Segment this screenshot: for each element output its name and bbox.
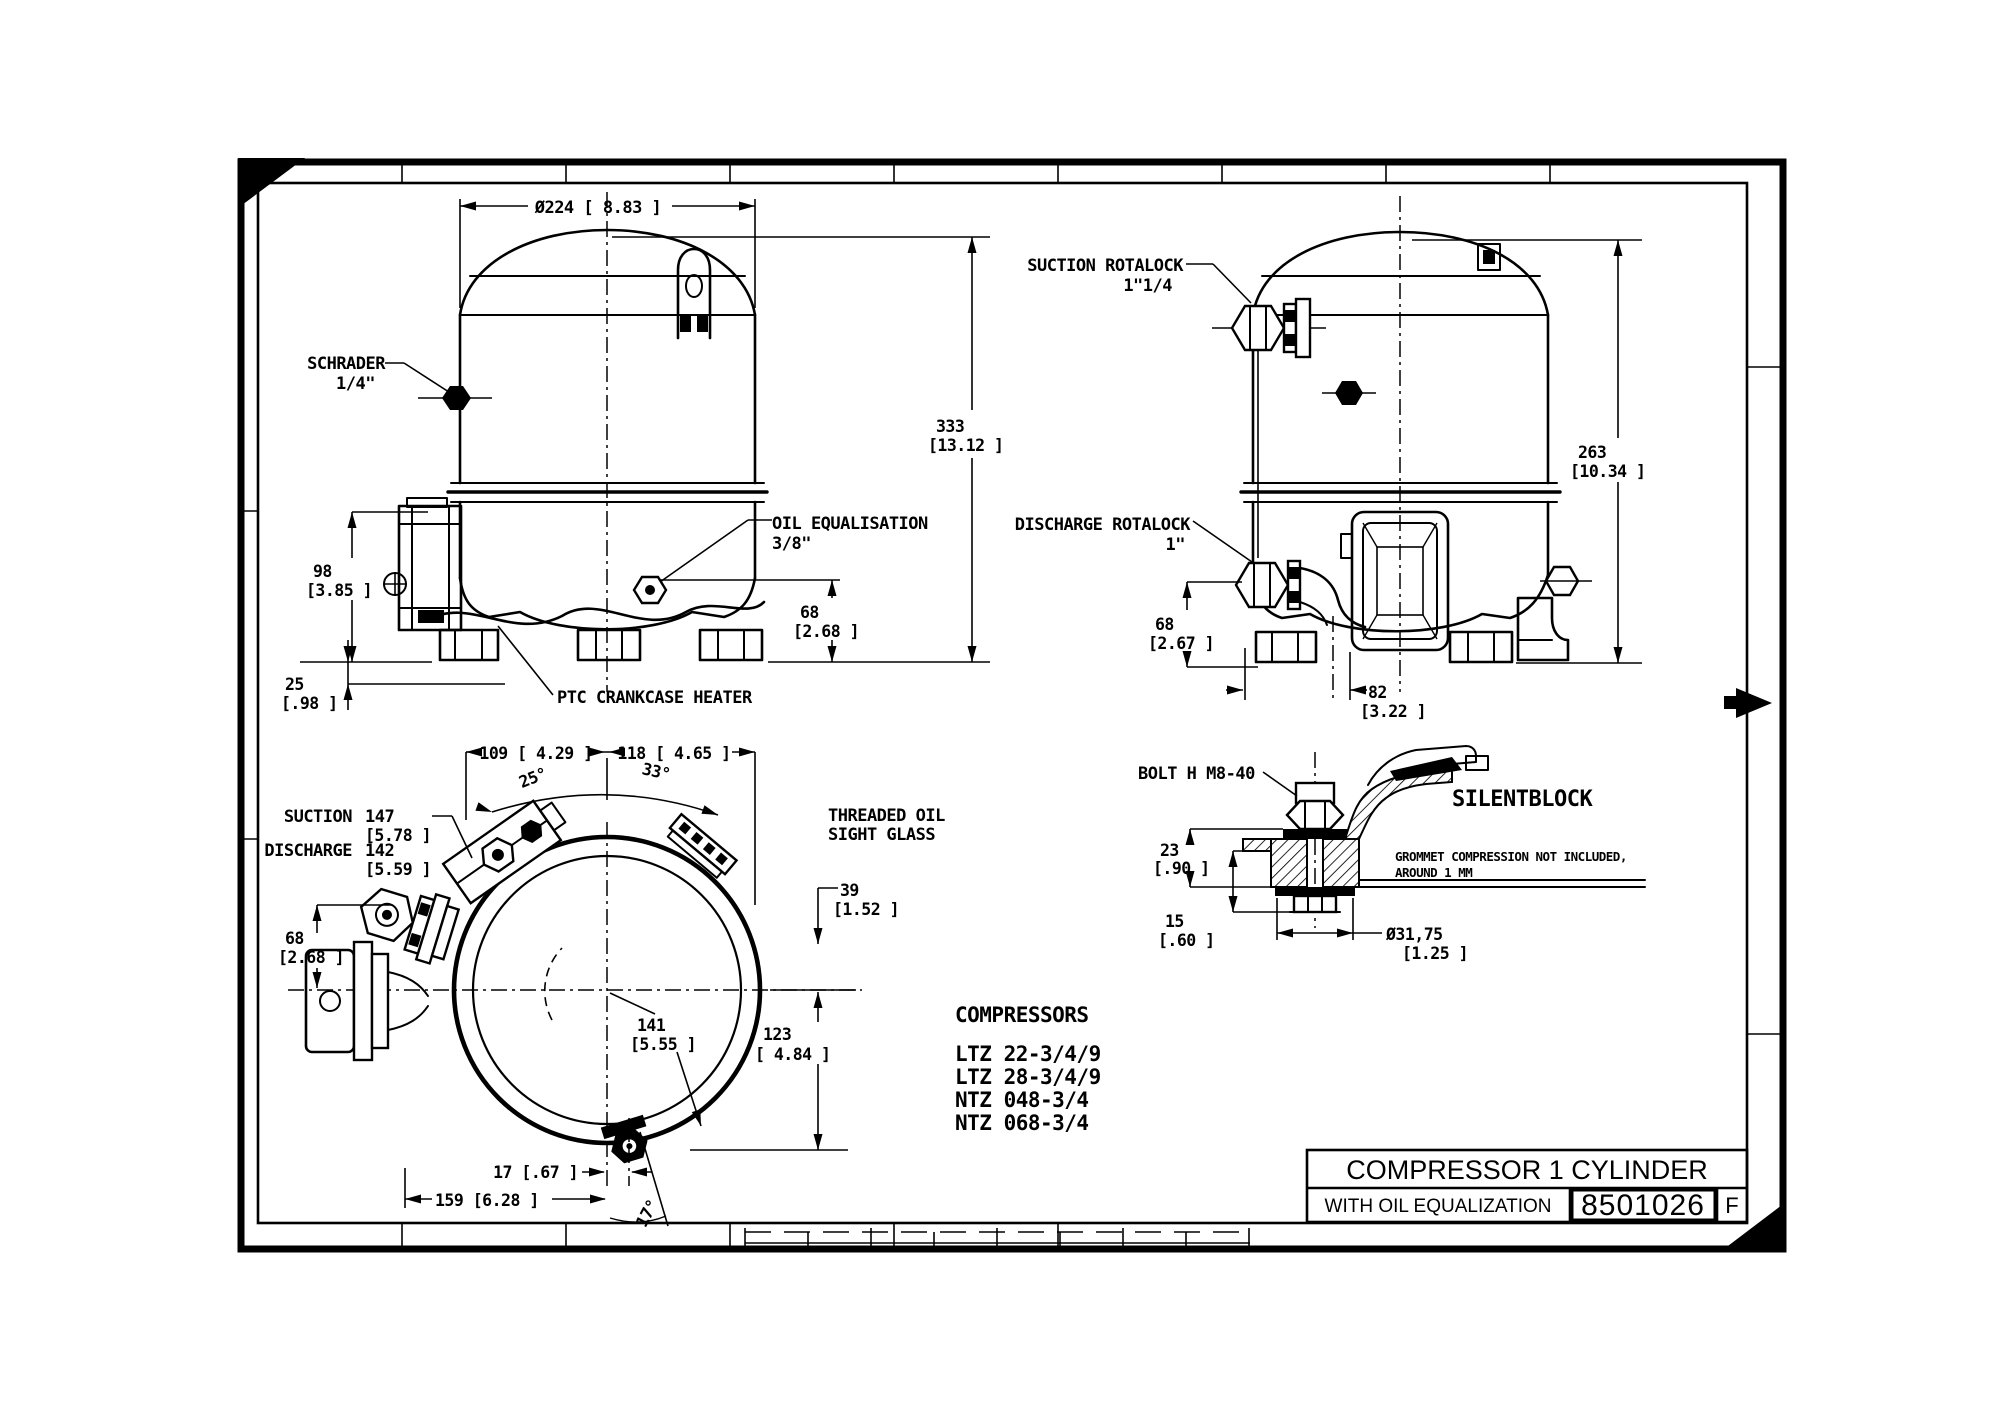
dim-39: 39 <box>840 881 859 900</box>
dim-17: 17 [.67 ] <box>493 1163 578 1182</box>
discharge-dim-in: [5.59 ] <box>365 860 432 879</box>
dim-68-top: 68 <box>285 929 304 948</box>
schrader-label-1: SCHRADER <box>307 354 385 374</box>
suction-dim-mm: 147 <box>365 807 395 827</box>
suction-rotalock-leader <box>1186 264 1251 303</box>
schrader-label-2: 1/4" <box>336 374 375 394</box>
front-bracket <box>383 498 461 630</box>
ptc-heater-label: PTC CRANKCASE HEATER <box>557 688 752 708</box>
dim-68-front: 68 <box>800 603 819 622</box>
dim-98: 98 <box>313 562 332 581</box>
annotations <box>264 198 1738 1230</box>
schrader-fitting <box>418 386 492 410</box>
dim-23-in: [.90 ] <box>1153 859 1210 878</box>
side-feet <box>1256 567 1592 700</box>
silentblock-nut <box>1290 896 1340 912</box>
bolt-leader <box>1263 772 1297 796</box>
dim-82-in: [3.22 ] <box>1360 702 1427 721</box>
dim-141-in: [5.55 ] <box>630 1035 697 1054</box>
compressor-model-1: LTZ 22-3/4/9 <box>955 1042 1101 1066</box>
dim-263-in: [10.34 ] <box>1570 462 1646 481</box>
compressors-heading: COMPRESSORS <box>955 1003 1089 1027</box>
dim-123-in: [ 4.84 ] <box>755 1045 831 1064</box>
compressor-model-3: NTZ 048-3/4 <box>955 1088 1089 1112</box>
ptc-leader <box>498 626 553 695</box>
discharge-rotalock-fitting <box>1236 561 1365 627</box>
grommet-note-2: AROUND 1 MM <box>1395 865 1473 880</box>
compressor-model-2: LTZ 28-3/4/9 <box>955 1065 1101 1089</box>
schrader-leader <box>385 363 452 394</box>
front-dim-25 <box>344 640 506 710</box>
oil-equalisation-label-1: OIL EQUALISATION <box>772 514 928 534</box>
suction-rotalock-label-1: SUCTION ROTALOCK <box>1027 256 1183 276</box>
dim-68-side-in: [2.67 ] <box>1148 634 1215 653</box>
sight-glass-label-1: THREADED OIL <box>828 806 945 826</box>
dim-263: 263 <box>1578 443 1607 462</box>
silentblock-title: SILENTBLOCK <box>1452 787 1593 812</box>
discharge-rotalock-label-2: 1" <box>1165 535 1185 555</box>
silentblock-top-washer <box>1283 829 1347 839</box>
dim-dia224: Ø224 [ 8.83 ] <box>534 198 662 218</box>
dim-dia3175-in: [1.25 ] <box>1402 944 1469 963</box>
dim-68-side: 68 <box>1155 615 1174 634</box>
dim-25-in: [.98 ] <box>281 694 338 713</box>
side-hex-plug <box>1322 381 1376 405</box>
dim-68-front-in: [2.68 ] <box>793 622 860 641</box>
dim-15: 15 <box>1165 912 1184 931</box>
silentblock-bolt <box>1287 783 1343 829</box>
dim-15-in: [.60 ] <box>1158 931 1215 950</box>
dim-333-in: [13.12 ] <box>928 436 1004 455</box>
discharge-rotalock-leader <box>1193 521 1252 562</box>
side-dim-263 <box>1412 240 1642 663</box>
dim-39-in: [1.52 ] <box>833 900 900 919</box>
dim-118: 118 [ 4.65 ] <box>617 744 731 763</box>
dim-angle-25: 25° <box>516 763 550 793</box>
dim-angle-17: 17° <box>632 1196 663 1231</box>
dim-159: 159 [6.28 ] <box>435 1191 539 1210</box>
hidden-port-arc <box>545 948 562 1020</box>
suction-dim-in: [5.78 ] <box>365 826 432 845</box>
dim-23: 23 <box>1160 841 1179 860</box>
front-lifting-lug <box>678 249 710 338</box>
front-view <box>300 192 990 710</box>
dim-82: 82 <box>1368 683 1387 702</box>
front-feet <box>440 630 762 660</box>
grommet-note-1: GROMMET COMPRESSION NOT INCLUDED, <box>1395 849 1627 864</box>
discharge-rotalock-label-1: DISCHARGE ROTALOCK <box>1014 515 1190 535</box>
dim-angle-33: 33° <box>640 759 672 784</box>
title-block-drawing-number: 8501026 <box>1581 1189 1705 1222</box>
sight-glass-label-2: SIGHT GLASS <box>828 825 936 845</box>
dim-123: 123 <box>763 1025 792 1044</box>
compressor-model-4: NTZ 068-3/4 <box>955 1111 1089 1135</box>
suction-dim-label: SUCTION <box>283 807 352 827</box>
dim-109: 109 [ 4.29 ] <box>479 744 593 763</box>
discharge-dim-label: DISCHARGE <box>264 841 352 861</box>
bolt-label: BOLT H M8-40 <box>1138 764 1255 784</box>
title-block-title: COMPRESSOR 1 CYLINDER <box>1346 1155 1708 1185</box>
dim-68-top-in: [2.68 ] <box>278 948 345 967</box>
dim-333: 333 <box>936 417 965 436</box>
side-dim-82 <box>1226 648 1367 700</box>
dim-98-in: [3.85 ] <box>306 581 373 600</box>
side-view <box>1183 196 1646 700</box>
suction-rotalock-label-2: 1"1/4 <box>1123 276 1172 296</box>
suction-rotalock-fitting <box>1212 299 1326 558</box>
dim-dia3175: Ø31,75 <box>1386 925 1443 944</box>
silentblock-bottom-washer <box>1275 887 1355 896</box>
top-dim-141 <box>610 993 705 1127</box>
dim-141: 141 <box>637 1016 666 1035</box>
oil-equalisation-label-2: 3/8" <box>772 534 811 554</box>
dim-25: 25 <box>285 675 304 694</box>
discharge-dim-mm: 142 <box>365 841 395 861</box>
title-block-revision: F <box>1725 1193 1739 1218</box>
title-block-subtitle: WITH OIL EQUALIZATION <box>1324 1196 1552 1217</box>
